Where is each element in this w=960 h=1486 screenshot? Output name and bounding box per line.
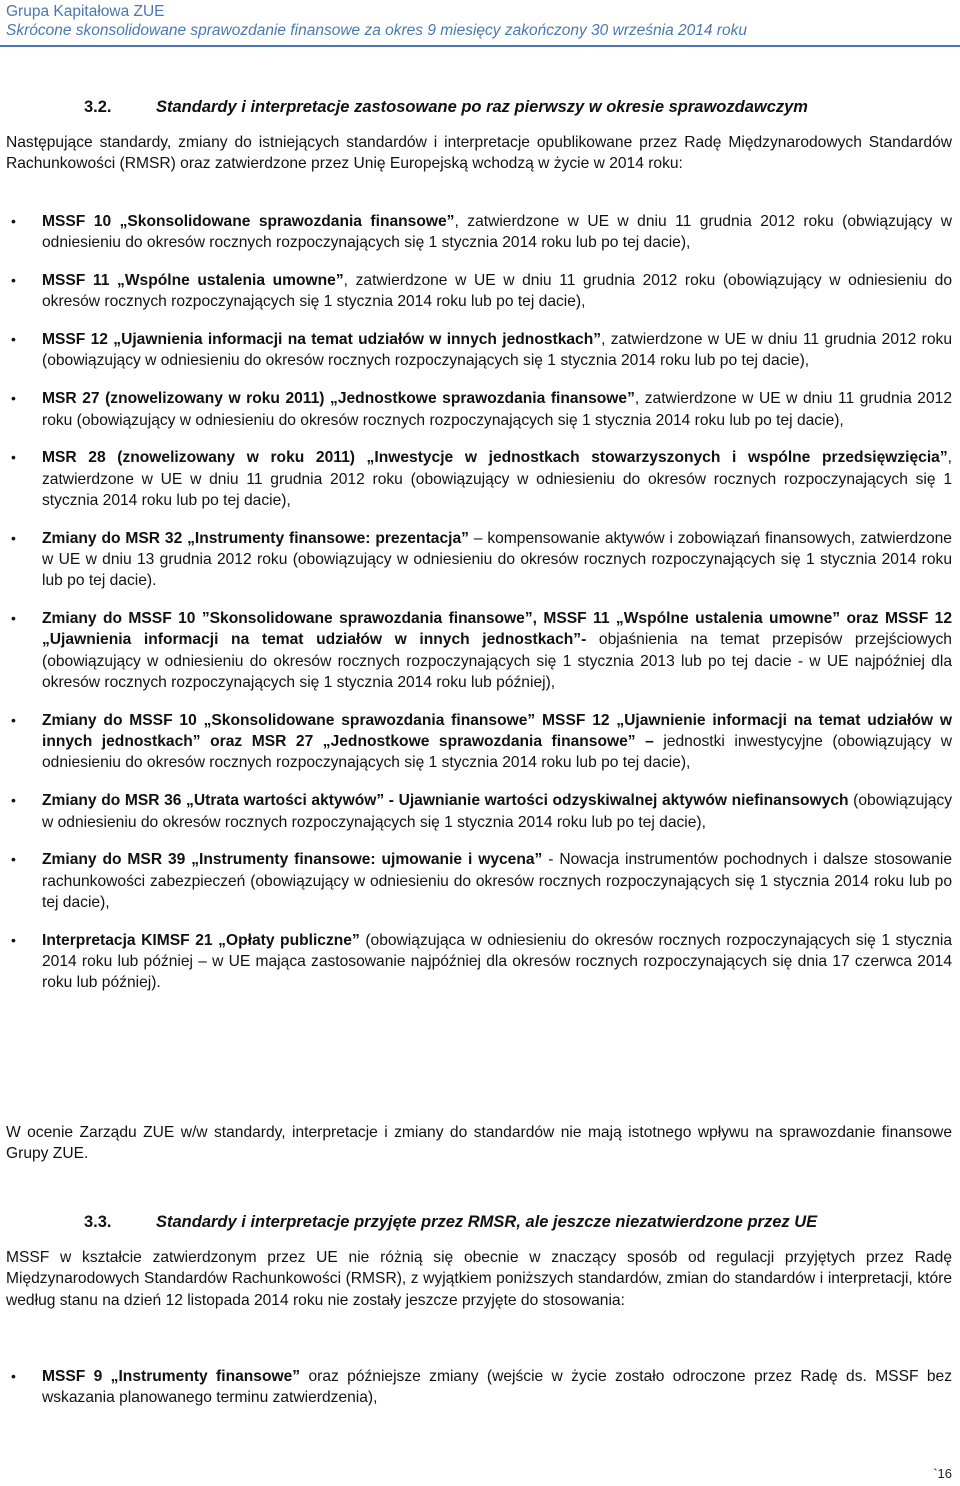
standard-name: Zmiany do MSR 39 „Instrumenty finansowe: ujmowanie i wycena” xyxy=(42,851,543,869)
standard-name: Zmiany do MSR 36 „Utrata wartości aktywów” - Ujawnianie wartości odzyskiwalnej aktywów niefinansowych xyxy=(42,792,849,810)
bullet-icon: • xyxy=(11,1368,16,1384)
standard-name: MSR 27 (znowelizowany w roku 2011) „Jednostkowe sprawozdania finansowe” xyxy=(42,390,635,408)
standard-description: jednostki inwestycyjne (obowiązujący w odniesieniu do okresów rocznych rozpoczynających się 1 stycznia 2014 roku lub po tej dacie), xyxy=(42,733,952,772)
standard-name: Interpretacja KIMSF 21 „Opłaty publiczne” xyxy=(42,931,360,949)
bullet-icon: • xyxy=(11,213,16,229)
list-item xyxy=(6,447,952,511)
standard-name: Zmiany do MSR 32 „Instrumenty finansowe: prezentacja” xyxy=(42,529,469,547)
bullet-icon: • xyxy=(11,272,16,289)
bullet-icon: • xyxy=(11,610,16,627)
list-item xyxy=(6,528,952,592)
company-name: Grupa Kapitałowa ZUE xyxy=(6,3,165,20)
list-item xyxy=(6,930,952,994)
standard-name: MSSF 10 „Skonsolidowane sprawozdania finansowe” xyxy=(42,213,455,230)
standard-name: Zmiany do MSSF 10 „Skonsolidowane sprawozdania finansowe” MSSF 12 „Ujawnienie informacji na temat udziałów w innych jednostkach” oraz MSR 27 „Jednostkowe sprawozdania finansowe” – xyxy=(42,711,952,751)
bullet-icon: • xyxy=(11,529,16,546)
section-number: 3.3. xyxy=(84,1213,112,1231)
standard-description: , zatwierdzone w UE w dniu 11 grudnia 2012 roku (obwiązujący w odniesieniu do okresów rocznych rozpoczynających się 1 stycznia 2014 roku lub po tej dacie), xyxy=(42,213,952,252)
list-item xyxy=(6,270,952,313)
standard-description: (obowiązujący w odniesieniu do okresów rocznych rozpoczynających się 1 stycznia 2014 roku lub po tej dacie), xyxy=(42,792,952,831)
standard-description: (obowiązująca w odniesieniu do okresów rocznych rozpoczynających się 1 stycznia 2014 roku lub później – w UE mająca zastosowanie najpóźniej dla okresów rocznych rozpoczynających się dnia 17 czerwca 2014 roku lub później). xyxy=(42,931,952,992)
section-intro: Następujące standardy, zmiany do istniejących standardów i interpretacje opublikowane przez Radę Międzynarodowych Standardów Rachunkowości (RMSR) oraz zatwierdzone przez Unię Europejską wchodzą w życie w 2014 roku: xyxy=(6,134,952,173)
bullet-icon: • xyxy=(11,711,16,728)
list-item xyxy=(6,211,952,254)
bullet-icon: • xyxy=(11,331,16,348)
header-divider xyxy=(0,45,960,47)
standard-description: – kompensowanie aktywów i zobowiązań finansowych, zatwierdzone w UE w dniu 13 grudnia 2012 roku (obowiązujący w odniesieniu do okresów rocznych rozpoczynających się 1 stycznia 2014 roku lub po tej dacie). xyxy=(42,529,952,590)
list-item xyxy=(6,608,952,693)
page-number: `16 xyxy=(933,1466,952,1481)
bullet-icon: • xyxy=(11,449,16,466)
standard-name: Zmiany do MSSF 10 ”Skonsolidowane sprawozdania finansowe”, MSSF 11 „Wspólne ustalenia umowne” oraz MSSF 12 „Ujawnienia informacji na temat udziałów w innych jednostkach”- xyxy=(42,610,952,649)
standard-description: , zatwierdzone w UE w dniu 11 grudnia 2012 roku (obowiązujący w odniesieniu do okresów rocznych rozpoczynających się 1 stycznia 2014 roku lub po tej dacie), xyxy=(42,272,952,311)
bullet-icon: • xyxy=(11,390,16,407)
standard-description: oraz późniejsze zmiany (wejście w życie zostało odroczone przez Radę ds. MSSF bez wskazania planowanego terminu zatwierdzenia), xyxy=(42,1368,952,1407)
standard-description: , zatwierdzone w UE w dniu 11 grudnia 2012 roku (obowiązujący w odniesieniu do okresów rocznych rozpoczynających się 1 stycznia 2014 roku lub po tej dacie), xyxy=(42,390,952,429)
standard-name: MSSF 9 „Instrumenty finansowe” xyxy=(42,1368,301,1385)
standard-name: MSSF 12 „Ujawnienia informacji na temat udziałów w innych jednostkach” xyxy=(42,331,602,349)
section-title: Standardy i interpretacje zastosowane po raz pierwszy w okresie sprawozdawczym xyxy=(156,98,808,116)
bullet-icon: • xyxy=(11,851,16,868)
conclusion-paragraph: W ocenie Zarządu ZUE w/w standardy, interpretacje i zmiany do standardów nie mają istotnego wpływu na sprawozdanie finansowe Grupy ZUE. xyxy=(6,1124,952,1163)
report-subtitle: Skrócone skonsolidowane sprawozdanie finansowe za okres 9 miesięcy zakończony 30 września 2014 roku xyxy=(6,22,747,39)
standard-description: , zatwierdzone w UE w dniu 11 grudnia 2012 roku (obowiązujący w odniesieniu do okresów rocznych rozpoczynających się 1 stycznia 2014 roku lub po tej dacie), xyxy=(42,331,952,370)
standard-description: objaśnienia na temat przepisów przejściowych (obowiązujący w odniesieniu do okresów rocznych rozpoczynających się 1 stycznia 2013 lub po tej dacie - w UE najpóźniej dla okresów rocznych rozpoczynających się 1 stycznia 2014 roku lub później), xyxy=(42,631,952,692)
section-title: Standardy i interpretacje przyjęte przez RMSR, ale jeszcze niezatwierdzone przez UE xyxy=(156,1213,818,1231)
standard-name: MSSF 11 „Wspólne ustalenia umowne” xyxy=(42,272,344,290)
section-intro: MSSF w kształcie zatwierdzonym przez UE nie różnią się obecnie w znaczący sposób od regulacji przyjętych przez Radę Międzynarodowych Standardów Rachunkowości (RMSR), z wyjątkiem poniższych standardów, zmian do standardów i interpretacji, które według stanu na dzień 12 listopada 2014 roku nie zostały jeszcze przyjęte do stosowania: xyxy=(6,1249,952,1309)
document-header xyxy=(6,2,956,40)
standards-list xyxy=(6,211,952,1010)
standard-name: MSR 28 (znowelizowany w roku 2011) „Inwestycje w jednostkach stowarzyszonych i wspólne przedsięwzięcia” xyxy=(42,449,948,467)
bullet-icon: • xyxy=(11,792,16,809)
list-item xyxy=(6,388,952,431)
standard-description: - Nowacja instrumentów pochodnych i dalsze stosowanie rachunkowości zabezpieczeń (obowiązujący w odniesieniu do okresów rocznych rozpoczynających się 1 stycznia 2014 roku lub po tej dacie), xyxy=(42,851,952,911)
list-item xyxy=(6,790,952,833)
standard-description: , zatwierdzone w UE w dniu 11 grudnia 2012 roku (obowiązujący w odniesieniu do okresów rocznych rozpoczynających się 1 stycznia 2014 roku lub po tej dacie), xyxy=(42,449,952,509)
section-number: 3.2. xyxy=(84,98,112,116)
list-item xyxy=(6,849,952,913)
pending-standards-list xyxy=(6,1366,952,1425)
list-item xyxy=(6,710,952,774)
list-item xyxy=(6,329,952,372)
list-item xyxy=(6,1366,952,1409)
bullet-icon: • xyxy=(11,931,16,948)
